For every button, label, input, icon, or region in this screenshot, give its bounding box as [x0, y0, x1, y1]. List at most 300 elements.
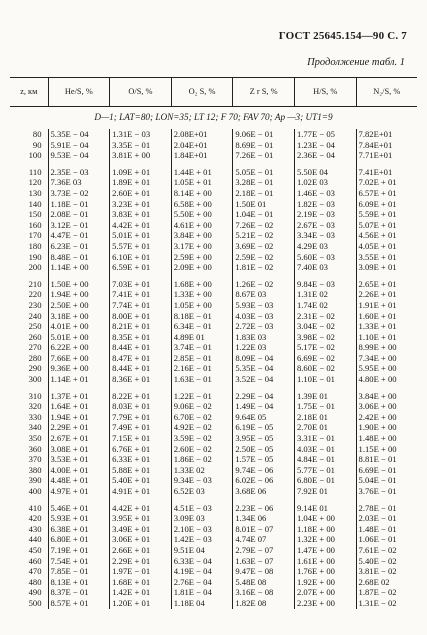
- value-cell: 3.18E + 00: [48, 311, 110, 322]
- altitude-cell: 220: [28, 289, 42, 300]
- value-cell: 2.23E − 06: [233, 503, 295, 514]
- value-cell: 4.03E − 01: [294, 444, 356, 455]
- value-cell: 3.73E − 02: [48, 188, 110, 199]
- value-cell: 7.26E − 01: [233, 150, 295, 161]
- value-cell: 5.77E − 01: [294, 465, 356, 476]
- condition-row: D—1; LAT=80; LON=35; LT 12; F 70; FAV 70; Ap —3; UT1=9: [94, 112, 333, 123]
- value-cell: 8.22E + 01: [110, 391, 172, 402]
- page-header: ГОСТ 25645.154—90 С. 7: [278, 30, 407, 42]
- value-cell: 4.05E + 01: [356, 241, 417, 252]
- altitude-cell: 100: [28, 150, 42, 161]
- value-cell: 3.59E − 02: [171, 433, 233, 444]
- value-cell: 7.54E + 01: [48, 556, 110, 567]
- value-cell: 1.04E − 01: [233, 209, 295, 220]
- altitude-cell: 130: [28, 187, 42, 198]
- value-cell: 1.09E + 01: [110, 167, 172, 178]
- table-row: [10, 289, 417, 300]
- value-cell: 7.36E 03: [48, 177, 110, 188]
- value-cell: 9.74E − 06: [233, 465, 295, 476]
- value-cell: 3.06E + 00: [356, 401, 417, 412]
- table-row: [10, 556, 417, 567]
- altitude-cell: 260: [28, 331, 42, 342]
- row-group: [10, 391, 417, 503]
- value-cell: 1.31E 02: [294, 289, 356, 300]
- value-cell: 4.03E − 03: [233, 311, 295, 322]
- table-row: [10, 199, 417, 210]
- value-cell: 1.94E + 00: [48, 289, 110, 300]
- value-cell: 2.66E + 01: [110, 545, 172, 556]
- table-row: [10, 279, 417, 290]
- value-cell: 2.65E + 01: [356, 279, 417, 290]
- value-cell: 3.95E − 05: [233, 433, 295, 444]
- value-cell: 1.18E 04: [171, 598, 233, 609]
- altitude-cell: 480: [28, 576, 42, 587]
- altitude-cell: 360: [28, 443, 42, 454]
- value-cell: 1.46E − 03: [294, 188, 356, 199]
- value-cell: 1.39E 01: [294, 391, 356, 402]
- value-cell: 1.77E − 05: [294, 129, 356, 140]
- altitude-cell: 370: [28, 454, 42, 465]
- value-cell: 6.10E + 01: [110, 252, 172, 263]
- value-cell: 2.10E − 03: [171, 524, 233, 535]
- value-cell: 8.67E 03: [233, 289, 295, 300]
- altitude-cell: 290: [28, 363, 42, 374]
- value-cell: 9.51E 04: [171, 545, 233, 556]
- value-cell: 8.99E + 00: [356, 342, 417, 353]
- value-cell: 2.60E − 02: [171, 444, 233, 455]
- value-cell: 5.50E + 00: [171, 209, 233, 220]
- value-cell: 1.05E + 00: [171, 300, 233, 311]
- value-cell: 2.35E − 03: [48, 167, 110, 178]
- value-cell: 6.23E − 01: [48, 241, 110, 252]
- value-cell: 1.90E + 00: [356, 422, 417, 433]
- value-cell: 2.79E − 07: [233, 545, 295, 556]
- value-cell: 1.33E 02: [171, 465, 233, 476]
- value-cell: 5.88E + 01: [110, 465, 172, 476]
- table-row: [10, 433, 417, 444]
- altitude-cell: 190: [28, 251, 42, 262]
- value-cell: 2.67E − 03: [294, 220, 356, 231]
- value-cell: 5.91E − 04: [48, 140, 110, 151]
- value-cell: 2.04E+01: [171, 140, 233, 151]
- value-cell: 3.16E − 08: [233, 587, 295, 598]
- table-row: [10, 401, 417, 412]
- altitude-cell: 90: [32, 139, 42, 150]
- altitude-cell: 140: [28, 198, 42, 209]
- value-cell: 7.74E + 01: [110, 300, 172, 311]
- altitude-cell: 420: [28, 513, 42, 524]
- value-cell: 2.18E 01: [294, 412, 356, 423]
- value-cell: 4.51E − 03: [171, 503, 233, 514]
- value-cell: 3.28E − 01: [233, 177, 295, 188]
- value-cell: 1.33E + 01: [356, 321, 417, 332]
- table-row: [10, 566, 417, 577]
- value-cell: 6.19E − 05: [233, 422, 295, 433]
- table-row: [10, 475, 417, 486]
- value-cell: 2.26E + 01: [356, 289, 417, 300]
- value-cell: 5.93E − 03: [233, 300, 295, 311]
- value-cell: 1.97E − 01: [110, 566, 172, 577]
- value-cell: 3.81E − 02: [356, 566, 417, 577]
- value-cell: 2.07E + 00: [294, 587, 356, 598]
- table-row: [10, 422, 417, 433]
- value-cell: 4.19E − 04: [171, 566, 233, 577]
- value-cell: 1.06E − 01: [356, 534, 417, 545]
- value-cell: 2.29E + 01: [48, 422, 110, 433]
- value-cell: 1.31E − 03: [110, 129, 172, 140]
- value-cell: 8.81E − 01: [356, 454, 417, 465]
- value-cell: 7.41E+01: [356, 167, 417, 178]
- value-cell: 1.86E − 02: [171, 454, 233, 465]
- value-cell: 8.00E + 01: [110, 311, 172, 322]
- value-cell: 3.55E + 01: [356, 252, 417, 263]
- value-cell: 3.35E − 01: [110, 140, 172, 151]
- table-continuation-caption: Продолжение табл. 1: [307, 57, 405, 68]
- altitude-cell: 150: [28, 209, 42, 220]
- value-cell: 1.15E + 00: [356, 444, 417, 455]
- value-cell: 1.37E + 01: [48, 391, 110, 402]
- table-row: [10, 577, 417, 588]
- value-cell: 3.52E − 04: [233, 374, 295, 385]
- value-cell: 4.47E − 01: [48, 230, 110, 241]
- table-row: [10, 150, 417, 161]
- value-cell: 5.07E + 01: [356, 220, 417, 231]
- value-cell: 3.09E 03: [171, 513, 233, 524]
- value-cell: 3.95E + 01: [110, 513, 172, 524]
- value-cell: 2.67E + 01: [48, 433, 110, 444]
- value-cell: 4.00E + 01: [48, 465, 110, 476]
- value-cell: 2.29E − 04: [233, 391, 295, 402]
- value-cell: 7.79E + 01: [110, 412, 172, 423]
- value-cell: 1.10E + 01: [356, 332, 417, 343]
- value-cell: 5.50E 04: [294, 167, 356, 178]
- value-cell: 6.76E + 01: [110, 444, 172, 455]
- value-cell: 5.46E + 01: [48, 503, 110, 514]
- value-cell: 4.80E + 00: [356, 374, 417, 385]
- altitude-cell: 160: [28, 219, 42, 230]
- value-cell: 1.22E 03: [233, 342, 295, 353]
- altitude-cell: 320: [28, 401, 42, 412]
- value-cell: 5.21E − 02: [233, 230, 295, 241]
- table-row: [10, 444, 417, 455]
- value-cell: 4.56E + 01: [356, 230, 417, 241]
- row-group: [10, 167, 417, 279]
- column-header-n2: N₂/S, %: [356, 78, 417, 107]
- value-cell: 7.85E − 01: [48, 566, 110, 577]
- value-cell: 8.21E + 01: [110, 321, 172, 332]
- altitude-cell: 310: [28, 390, 42, 401]
- table-row: [10, 241, 417, 252]
- value-cell: 1.14E + 01: [48, 374, 110, 385]
- value-cell: 7.66E + 00: [48, 353, 110, 364]
- table-row: [10, 534, 417, 545]
- value-cell: 1.22E − 01: [171, 391, 233, 402]
- value-cell: 3.04E − 02: [294, 321, 356, 332]
- value-cell: 1.84E+01: [171, 150, 233, 161]
- table-row: [10, 587, 417, 598]
- value-cell: 7.49E + 01: [110, 422, 172, 433]
- value-cell: 3.68E 06: [233, 486, 295, 497]
- altitude-cell: 120: [28, 177, 42, 188]
- value-cell: 1.81E − 04: [171, 587, 233, 598]
- value-cell: 1.57E − 05: [233, 454, 295, 465]
- value-cell: 2.19E − 03: [294, 209, 356, 220]
- value-cell: 6.58E + 00: [171, 199, 233, 210]
- value-cell: 3.23E + 01: [110, 199, 172, 210]
- value-cell: 1.02E 03: [294, 177, 356, 188]
- table-row: [10, 363, 417, 374]
- row-group: [10, 503, 417, 609]
- table-row: [10, 188, 417, 199]
- value-cell: 9.06E − 02: [171, 401, 233, 412]
- value-cell: 5.04E − 01: [356, 475, 417, 486]
- value-cell: 1.47E + 00: [294, 545, 356, 556]
- altitude-cell: 330: [28, 411, 42, 422]
- value-cell: 1.68E + 01: [110, 577, 172, 588]
- value-cell: 2.72E − 03: [233, 321, 295, 332]
- value-cell: 1.32E + 00: [294, 534, 356, 545]
- value-cell: 6.57E + 01: [356, 188, 417, 199]
- value-cell: 2.29E + 01: [110, 556, 172, 567]
- table-row: [10, 332, 417, 343]
- table-row: [10, 374, 417, 385]
- value-cell: 2.18E − 01: [233, 188, 295, 199]
- value-cell: 2.50E − 05: [233, 444, 295, 455]
- altitude-cell: 170: [28, 230, 42, 241]
- column-header-o: O/S, %: [110, 78, 172, 107]
- value-cell: 5.95E + 00: [356, 363, 417, 374]
- value-cell: 8.60E − 02: [294, 363, 356, 374]
- altitude-cell: 280: [28, 352, 42, 363]
- table-row: [10, 465, 417, 476]
- table-row: [10, 454, 417, 465]
- value-cell: 8.44E + 01: [110, 363, 172, 374]
- value-cell: 9.47E − 08: [233, 566, 295, 577]
- table-row: [10, 598, 417, 609]
- value-cell: 5.59E + 01: [356, 209, 417, 220]
- table-row: [10, 503, 417, 514]
- value-cell: 8.36E + 01: [110, 374, 172, 385]
- altitude-cell: 500: [28, 597, 42, 608]
- altitude-cell: 210: [28, 278, 42, 289]
- value-cell: 3.53E + 01: [48, 454, 110, 465]
- value-cell: 3.31E − 01: [294, 433, 356, 444]
- value-cell: 9.36E + 00: [48, 363, 110, 374]
- value-cell: 4.89E 01: [171, 332, 233, 343]
- value-cell: 2.60E + 01: [110, 188, 172, 199]
- value-cell: 1.92E + 00: [294, 577, 356, 588]
- value-cell: 2.08E − 01: [48, 209, 110, 220]
- table-row: [10, 252, 417, 263]
- altitude-cell: 240: [28, 310, 42, 321]
- value-cell: 1.87E − 02: [356, 587, 417, 598]
- table-row: [10, 321, 417, 332]
- value-cell: 1.61E + 00: [294, 556, 356, 567]
- value-cell: 3.74E − 01: [171, 342, 233, 353]
- table-row: [10, 140, 417, 151]
- value-cell: 1.63E − 07: [233, 556, 295, 567]
- altitude-cell: 470: [28, 566, 42, 577]
- value-cell: 3.84E + 00: [171, 230, 233, 241]
- value-cell: 3.81E + 00: [110, 150, 172, 161]
- value-cell: 6.22E + 00: [48, 342, 110, 353]
- row-group: [10, 129, 417, 167]
- value-cell: 3.83E + 01: [110, 209, 172, 220]
- altitude-cell: 350: [28, 433, 42, 444]
- value-cell: 5.01E + 00: [48, 332, 110, 343]
- altitude-cell: 180: [28, 240, 42, 251]
- value-cell: 4.97E + 01: [48, 486, 110, 497]
- value-cell: 7.19E + 01: [48, 545, 110, 556]
- value-cell: 4.29E 03: [294, 241, 356, 252]
- value-cell: 7.02E + 01: [356, 177, 417, 188]
- value-cell: 1.04E + 00: [294, 513, 356, 524]
- value-cell: 1.42E + 01: [110, 587, 172, 598]
- table-row: [10, 209, 417, 220]
- value-cell: 2.23E + 00: [294, 598, 356, 609]
- value-cell: 5.35E − 04: [233, 363, 295, 374]
- altitude-cell: 340: [28, 422, 42, 433]
- table-row: [10, 486, 417, 497]
- value-cell: 9.64E 05: [233, 412, 295, 423]
- value-cell: 4.91E + 01: [110, 486, 172, 497]
- column-header-ar: Z r S, %: [233, 78, 295, 107]
- value-cell: 5.05E − 01: [233, 167, 295, 178]
- value-cell: 2.31E − 02: [294, 311, 356, 322]
- value-cell: 4.84E − 01: [294, 454, 356, 465]
- value-cell: 4.74E 07: [233, 534, 295, 545]
- table-row: [10, 524, 417, 535]
- value-cell: 3.08E + 01: [48, 444, 110, 455]
- value-cell: 2.76E − 04: [171, 577, 233, 588]
- value-cell: 3.06E + 01: [110, 534, 172, 545]
- table-row: [10, 391, 417, 402]
- value-cell: 8.18E − 01: [171, 311, 233, 322]
- table-row: [10, 167, 417, 178]
- value-cell: 1.76E + 00: [294, 566, 356, 577]
- value-cell: 1.05E + 01: [171, 177, 233, 188]
- value-cell: 7.26E − 02: [233, 220, 295, 231]
- value-cell: 1.91E + 01: [356, 300, 417, 311]
- value-cell: 7.41E + 01: [110, 289, 172, 300]
- value-cell: 2.08E+01: [171, 129, 233, 140]
- value-cell: 2.42E + 00: [356, 412, 417, 423]
- table-row: [10, 545, 417, 556]
- column-header-h: H/S, %: [294, 78, 356, 107]
- value-cell: 6.34E − 01: [171, 321, 233, 332]
- value-cell: 1.74E 02: [294, 300, 356, 311]
- row-group: [10, 279, 417, 391]
- value-cell: 1.83E 03: [233, 332, 295, 343]
- altitude-cell: 270: [28, 342, 42, 353]
- table-row: [10, 177, 417, 188]
- value-cell: 4.42E + 01: [110, 220, 172, 231]
- value-cell: 2.59E − 02: [233, 252, 295, 263]
- table-row: [10, 311, 417, 322]
- value-cell: 1.49E − 04: [233, 401, 295, 412]
- value-cell: 1.75E − 01: [294, 401, 356, 412]
- value-cell: 4.48E + 01: [48, 475, 110, 486]
- value-cell: 6.69E − 02: [294, 353, 356, 364]
- value-cell: 5.01E + 01: [110, 230, 172, 241]
- table-row: [10, 300, 417, 311]
- altitude-cell: 200: [28, 262, 42, 273]
- value-cell: 1.60E + 01: [356, 311, 417, 322]
- value-cell: 3.84E + 00: [356, 391, 417, 402]
- value-cell: 9.14E 01: [294, 503, 356, 514]
- value-cell: 8.44E + 01: [110, 342, 172, 353]
- value-cell: 1.44E + 01: [171, 167, 233, 178]
- value-cell: 6.33E − 04: [171, 556, 233, 567]
- table-row: [10, 262, 417, 273]
- table-row: [10, 129, 417, 140]
- value-cell: 1.63E − 01: [171, 374, 233, 385]
- value-cell: 1.94E + 01: [48, 412, 110, 423]
- value-cell: 4.42E + 01: [110, 503, 172, 514]
- value-cell: 3.76E − 01: [356, 486, 417, 497]
- value-cell: 3.12E − 01: [48, 220, 110, 231]
- value-cell: 4.92E − 02: [171, 422, 233, 433]
- value-cell: 8.14E + 00: [171, 188, 233, 199]
- value-cell: 7.40E 03: [294, 262, 356, 273]
- value-cell: 4.61E + 00: [171, 220, 233, 231]
- value-cell: 2.85E − 01: [171, 353, 233, 364]
- value-cell: 8.69E − 01: [233, 140, 295, 151]
- value-cell: 5.40E + 01: [110, 475, 172, 486]
- value-cell: 1.20E + 01: [110, 598, 172, 609]
- value-cell: 1.89E + 01: [110, 177, 172, 188]
- value-cell: 2.16E − 01: [171, 363, 233, 374]
- altitude-cell: 460: [28, 555, 42, 566]
- value-cell: 5.40E − 02: [356, 556, 417, 567]
- value-cell: 6.69E − 01: [356, 465, 417, 476]
- value-cell: 1.42E − 03: [171, 534, 233, 545]
- value-cell: 1.14E + 00: [48, 262, 110, 273]
- altitude-cell: 390: [28, 475, 42, 486]
- value-cell: 9.06E − 01: [233, 129, 295, 140]
- table-row: [10, 342, 417, 353]
- value-cell: 1.68E + 00: [171, 279, 233, 290]
- value-cell: 1.34E 06: [233, 513, 295, 524]
- value-cell: 8.47E + 01: [110, 353, 172, 364]
- table-row: [10, 230, 417, 241]
- altitude-cell: 450: [28, 544, 42, 555]
- value-cell: 7.82E+01: [356, 129, 417, 140]
- value-cell: 5.60E − 03: [294, 252, 356, 263]
- value-cell: 9.53E − 04: [48, 150, 110, 161]
- value-cell: 1.31E − 02: [356, 598, 417, 609]
- value-cell: 4.01E + 00: [48, 321, 110, 332]
- value-cell: 6.33E + 01: [110, 454, 172, 465]
- table-row: [10, 220, 417, 231]
- value-cell: 7.34E + 00: [356, 353, 417, 364]
- value-cell: 8.01E − 07: [233, 524, 295, 535]
- atmosphere-composition-table: [10, 77, 417, 609]
- altitude-cell: 490: [28, 587, 42, 598]
- value-cell: 1.48E + 00: [356, 433, 417, 444]
- value-cell: 9.34E − 03: [171, 475, 233, 486]
- value-cell: 3.09E + 01: [356, 262, 417, 273]
- value-cell: 8.48E − 01: [48, 252, 110, 263]
- value-cell: 8.03E + 01: [110, 401, 172, 412]
- value-cell: 1.26E − 02: [233, 279, 295, 290]
- value-cell: 2.09E + 00: [171, 262, 233, 273]
- altitude-cell: 380: [28, 464, 42, 475]
- value-cell: 2.50E + 00: [48, 300, 110, 311]
- value-cell: 6.09E + 01: [356, 199, 417, 210]
- value-cell: 6.02E − 06: [233, 475, 295, 486]
- value-cell: 5.57E + 01: [110, 241, 172, 252]
